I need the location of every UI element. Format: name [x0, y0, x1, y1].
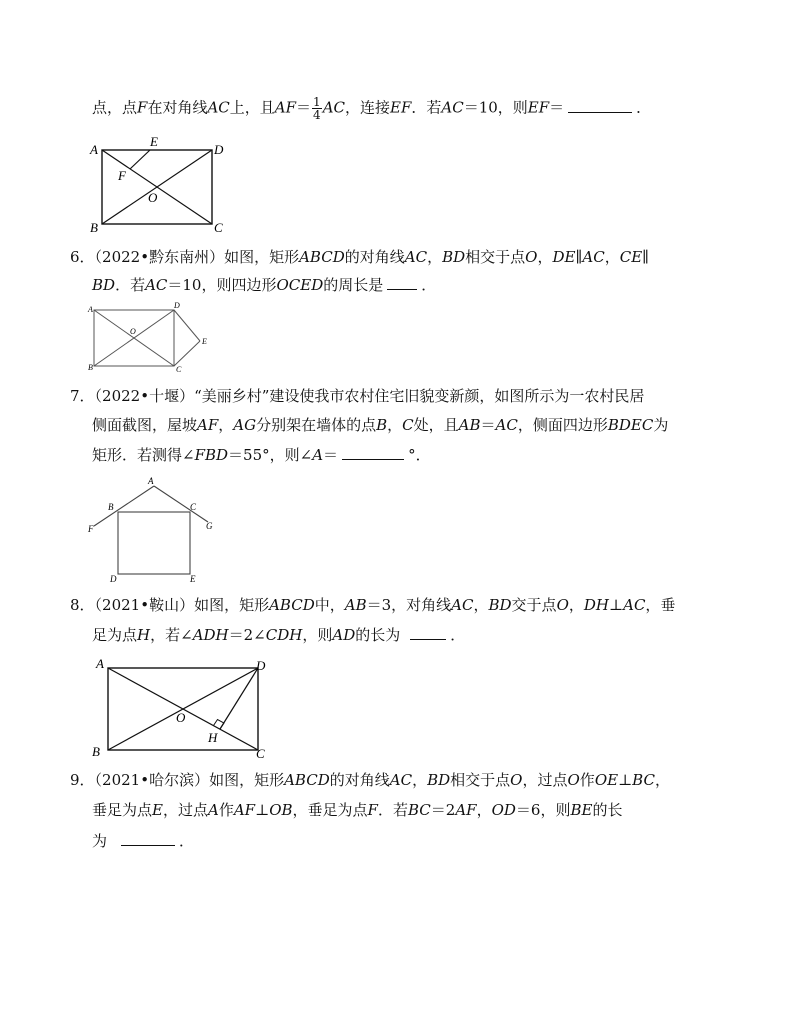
q7-text: 处，且 — [413, 416, 459, 434]
q5-label-b: B — [90, 220, 98, 235]
q6-answer-blank[interactable] — [387, 287, 417, 290]
q6-var: AC — [145, 276, 168, 294]
q9-text: ⊥ — [618, 771, 633, 789]
q9-var: BD — [427, 771, 451, 789]
q5-label-e: E — [150, 134, 158, 149]
q8-var: ADH — [192, 626, 229, 644]
q9-var: F — [367, 801, 378, 819]
q6-segment-de — [174, 310, 200, 341]
q8-figure — [86, 656, 276, 760]
q9-text: ． — [179, 832, 195, 850]
q8-label-d: D — [256, 658, 266, 673]
q5-text: 上，且 — [229, 98, 275, 117]
q9-line-3 — [92, 831, 194, 851]
q9-var: AF — [233, 801, 256, 819]
q6-text: ， — [427, 248, 443, 266]
q9-text: ， — [476, 801, 492, 819]
q5-var: AC — [441, 98, 464, 117]
q7-label-c: C — [190, 502, 197, 512]
q9-var: AC — [389, 771, 413, 789]
q9-text: 作 — [218, 801, 234, 819]
q6-text: ， — [537, 248, 553, 266]
q8-label-h: H — [208, 730, 218, 745]
q7-var: A — [312, 446, 324, 464]
q7-text: 为 — [653, 416, 669, 434]
q9-text: ，过点 — [162, 801, 208, 819]
q8-var: AD — [332, 626, 356, 644]
q7-var: AF — [197, 416, 219, 434]
q7-text: ＝ — [323, 446, 339, 464]
q8-line-1 — [70, 595, 675, 615]
q7-roof-ag — [154, 486, 208, 522]
q7-var: AG — [233, 416, 257, 434]
q5-figure — [84, 130, 234, 234]
q7-var: C — [402, 416, 414, 434]
q8-var: BD — [488, 596, 512, 614]
q8-text: ＝2∠ — [228, 626, 266, 644]
q9-text: 为 — [92, 832, 108, 850]
q9-text: 如图，矩形 — [209, 771, 285, 789]
q5-text: 点，点 — [92, 98, 138, 117]
q6-text: ．若 — [115, 276, 146, 294]
q6-text: 如图，矩形 — [224, 248, 300, 266]
q6-var: DE — [552, 248, 576, 266]
q5-answer-blank[interactable] — [568, 110, 632, 113]
q8-text: 中， — [314, 596, 345, 614]
q8-var: H — [137, 626, 151, 644]
q6-label-o: O — [130, 327, 136, 336]
fraction-numerator: 1 — [313, 95, 321, 109]
q9-text: ，垂足为点 — [292, 801, 368, 819]
q9-var: BE — [570, 801, 593, 819]
q9-text: 的对角线 — [329, 771, 390, 789]
q6-var: CE — [619, 248, 643, 266]
q5-text-line — [92, 96, 651, 121]
q7-text: 侧面截图，屋坡 — [92, 416, 198, 434]
q9-text: 垂足为点 — [92, 801, 153, 819]
q9-text: ， — [412, 771, 428, 789]
q9-text: ，过点 — [522, 771, 568, 789]
q8-text: ，则 — [302, 626, 333, 644]
q6-text: ， — [604, 248, 620, 266]
q9-var: BC — [407, 801, 431, 819]
q9-text: ， — [654, 771, 670, 789]
q5-text: ，连接 — [345, 98, 391, 117]
q9-answer-blank[interactable] — [121, 843, 175, 846]
q9-text: ＝6，则 — [515, 801, 571, 819]
q9-line-2 — [92, 800, 622, 820]
q5-label-f: F — [118, 168, 126, 183]
q6-text: 的周长是 — [323, 276, 384, 294]
q5-text: ＝ — [296, 98, 312, 117]
q6-var: ABCD — [299, 248, 345, 266]
q5-label-c: C — [214, 220, 223, 235]
q8-line-2 — [92, 625, 465, 645]
q7-var: AB — [458, 416, 481, 434]
q6-var: OCED — [276, 276, 324, 294]
q7-label-d: D — [110, 574, 117, 584]
q6-text: ． — [421, 276, 437, 294]
q5-text: ．若 — [411, 98, 442, 117]
fraction-one-quarter — [312, 96, 322, 121]
q9-text: ＝2 — [430, 801, 456, 819]
q5-var: AF — [274, 98, 297, 117]
q7-answer-blank[interactable] — [342, 457, 404, 460]
q9-number: 9． — [70, 771, 95, 789]
q8-text: ， — [568, 596, 584, 614]
q7-label-g: G — [206, 521, 213, 531]
q7-label-b: B — [108, 502, 114, 512]
q7-text: 分别架在墙体的点 — [256, 416, 377, 434]
q5-segment-ef — [130, 150, 150, 169]
q8-answer-blank[interactable] — [410, 637, 446, 640]
q7-line-1 — [70, 386, 644, 406]
q8-text: 的长为 — [355, 626, 401, 644]
q8-var: ABCD — [269, 596, 315, 614]
q8-text: 交于点 — [511, 596, 557, 614]
q6-source: （2022•黔东南州） — [94, 248, 225, 266]
q8-var: AC — [451, 596, 474, 614]
q5-text: ＝ — [549, 98, 565, 117]
q8-label-a: A — [96, 656, 104, 671]
q9-text: ⊥ — [255, 801, 270, 819]
q6-text: ∥ — [575, 248, 583, 266]
fraction-denominator: 4 — [313, 108, 321, 122]
q9-var: AF — [455, 801, 477, 819]
q8-text: ＝3，对角线 — [366, 596, 452, 614]
q7-number: 7． — [70, 387, 95, 405]
q6-text: 的对角线 — [344, 248, 405, 266]
q8-text: 足为点 — [92, 626, 138, 644]
q5-var: EF — [527, 98, 550, 117]
q7-label-a: A — [148, 476, 154, 486]
q6-line-1 — [70, 247, 649, 267]
q7-text: ＝55°，则∠ — [228, 446, 313, 464]
q8-text: ，垂 — [645, 596, 676, 614]
q5-var: AC — [207, 98, 230, 117]
q6-number: 6． — [70, 248, 95, 266]
q9-var: BC — [632, 771, 655, 789]
q6-var: BD — [442, 248, 466, 266]
q8-var: O — [556, 596, 569, 614]
q6-text: 相交于点 — [465, 248, 526, 266]
q7-line-3 — [92, 445, 431, 465]
q6-var: AC — [404, 248, 428, 266]
q9-var: OD — [491, 801, 516, 819]
q7-text: ＝ — [480, 416, 496, 434]
q8-text: ，若∠ — [150, 626, 193, 644]
q6-label-b: B — [88, 363, 93, 372]
q9-var: A — [207, 801, 219, 819]
q8-text: ． — [450, 626, 466, 644]
q8-text: ， — [473, 596, 489, 614]
q7-rectangle-bdec — [118, 512, 190, 574]
q5-label-a: A — [90, 142, 98, 157]
q5-var: AC — [322, 98, 345, 117]
q8-var: AB — [344, 596, 367, 614]
q6-var: BD — [92, 276, 116, 294]
q8-label-c: C — [256, 746, 265, 761]
q5-text: ． — [636, 98, 652, 117]
q7-var: B — [376, 416, 388, 434]
q6-line-2 — [92, 275, 436, 295]
q8-source: （2021•鞍山） — [94, 596, 195, 614]
q9-var: E — [152, 801, 163, 819]
q9-text: 相交于点 — [450, 771, 511, 789]
q9-line-1 — [70, 770, 670, 790]
q7-text: ，侧面四边形 — [517, 416, 608, 434]
q6-label-d: D — [174, 301, 180, 310]
q6-segment-ce — [174, 341, 200, 366]
q5-text: 在对角线 — [147, 98, 208, 117]
q7-source: （2022•十堰） — [94, 387, 195, 405]
q6-text: ∥ — [642, 248, 650, 266]
q8-label-o: O — [176, 710, 186, 725]
q7-roof-af — [94, 486, 154, 526]
q7-var: AC — [495, 416, 518, 434]
q7-label-f: F — [88, 524, 94, 534]
q9-var: O — [567, 771, 580, 789]
q7-text: 矩形．若测得∠ — [92, 446, 195, 464]
q5-label-o: O — [148, 190, 158, 205]
q8-var: DH — [583, 596, 609, 614]
q8-text: 如图，矩形 — [194, 596, 270, 614]
q8-text: ⊥ — [609, 596, 624, 614]
q5-label-d: D — [214, 142, 224, 157]
q8-number: 8． — [70, 596, 95, 614]
q7-text: ， — [218, 416, 234, 434]
q5-text: ＝10，则 — [463, 98, 528, 117]
q7-text: “美丽乡村”建设使我市农村住宅旧貌变新颜，如图所示为一农村民居 — [194, 387, 645, 405]
q5-var: EF — [390, 98, 412, 117]
q7-figure — [84, 474, 224, 586]
q6-var: AC — [582, 248, 605, 266]
q5-var: F — [137, 98, 148, 117]
q6-text: ＝10，则四边形 — [167, 276, 277, 294]
q7-var: BDEC — [607, 416, 654, 434]
q7-var: FBD — [194, 446, 229, 464]
q6-label-a: A — [88, 305, 93, 314]
q8-var: CDH — [265, 626, 303, 644]
q9-text: 作 — [579, 771, 595, 789]
q9-text: ．若 — [377, 801, 408, 819]
q9-var: O — [510, 771, 523, 789]
q7-label-e: E — [190, 574, 196, 584]
q6-label-e: E — [202, 337, 207, 346]
q9-var: ABCD — [284, 771, 330, 789]
q8-segment-dh — [220, 668, 258, 729]
q9-text: 的长 — [592, 801, 623, 819]
q9-var: OB — [269, 801, 293, 819]
q8-label-b: B — [92, 744, 100, 759]
q9-var: OE — [594, 771, 619, 789]
q6-var: O — [525, 248, 538, 266]
q7-line-2 — [92, 415, 668, 435]
q7-text: ， — [387, 416, 403, 434]
q6-figure — [86, 302, 216, 372]
q6-label-c: C — [176, 365, 182, 374]
q8-var: AC — [623, 596, 646, 614]
q9-source: （2021•哈尔滨） — [94, 771, 210, 789]
q7-text: °． — [408, 446, 431, 464]
